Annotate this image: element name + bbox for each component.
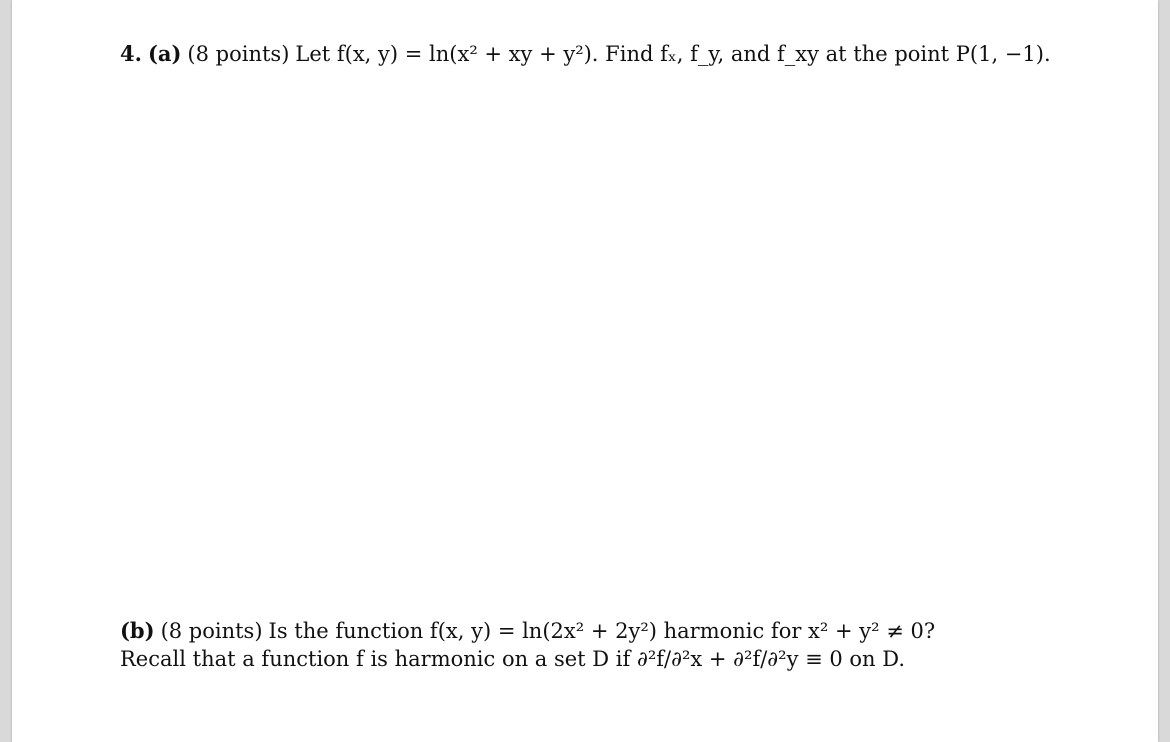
part-b-label: (b)	[120, 618, 155, 643]
part-b-question: Is the function f(x, y) = ln(2x² + 2y²) harmonic for x² + y² ≠ 0?	[268, 619, 936, 643]
part-b-points: (8 points)	[160, 619, 263, 643]
problem-4a	[120, 40, 1120, 68]
part-a-statement: Let f(x, y) = ln(x² + xy + y²). Find fₓ, f_y, and f_xy at the point P(1, −1).	[295, 42, 1051, 66]
part-a-points: (8 points)	[187, 42, 290, 66]
problem-4b	[120, 617, 1120, 673]
problem-number: 4.	[120, 41, 142, 66]
part-b-recall: Recall that a function f is harmonic on a set D if ∂²f/∂²x + ∂²f/∂²y ≡ 0 on D.	[120, 647, 906, 671]
part-b-first-line	[120, 617, 1120, 645]
part-a-label: (a)	[147, 41, 182, 66]
document-page	[12, 0, 1158, 742]
